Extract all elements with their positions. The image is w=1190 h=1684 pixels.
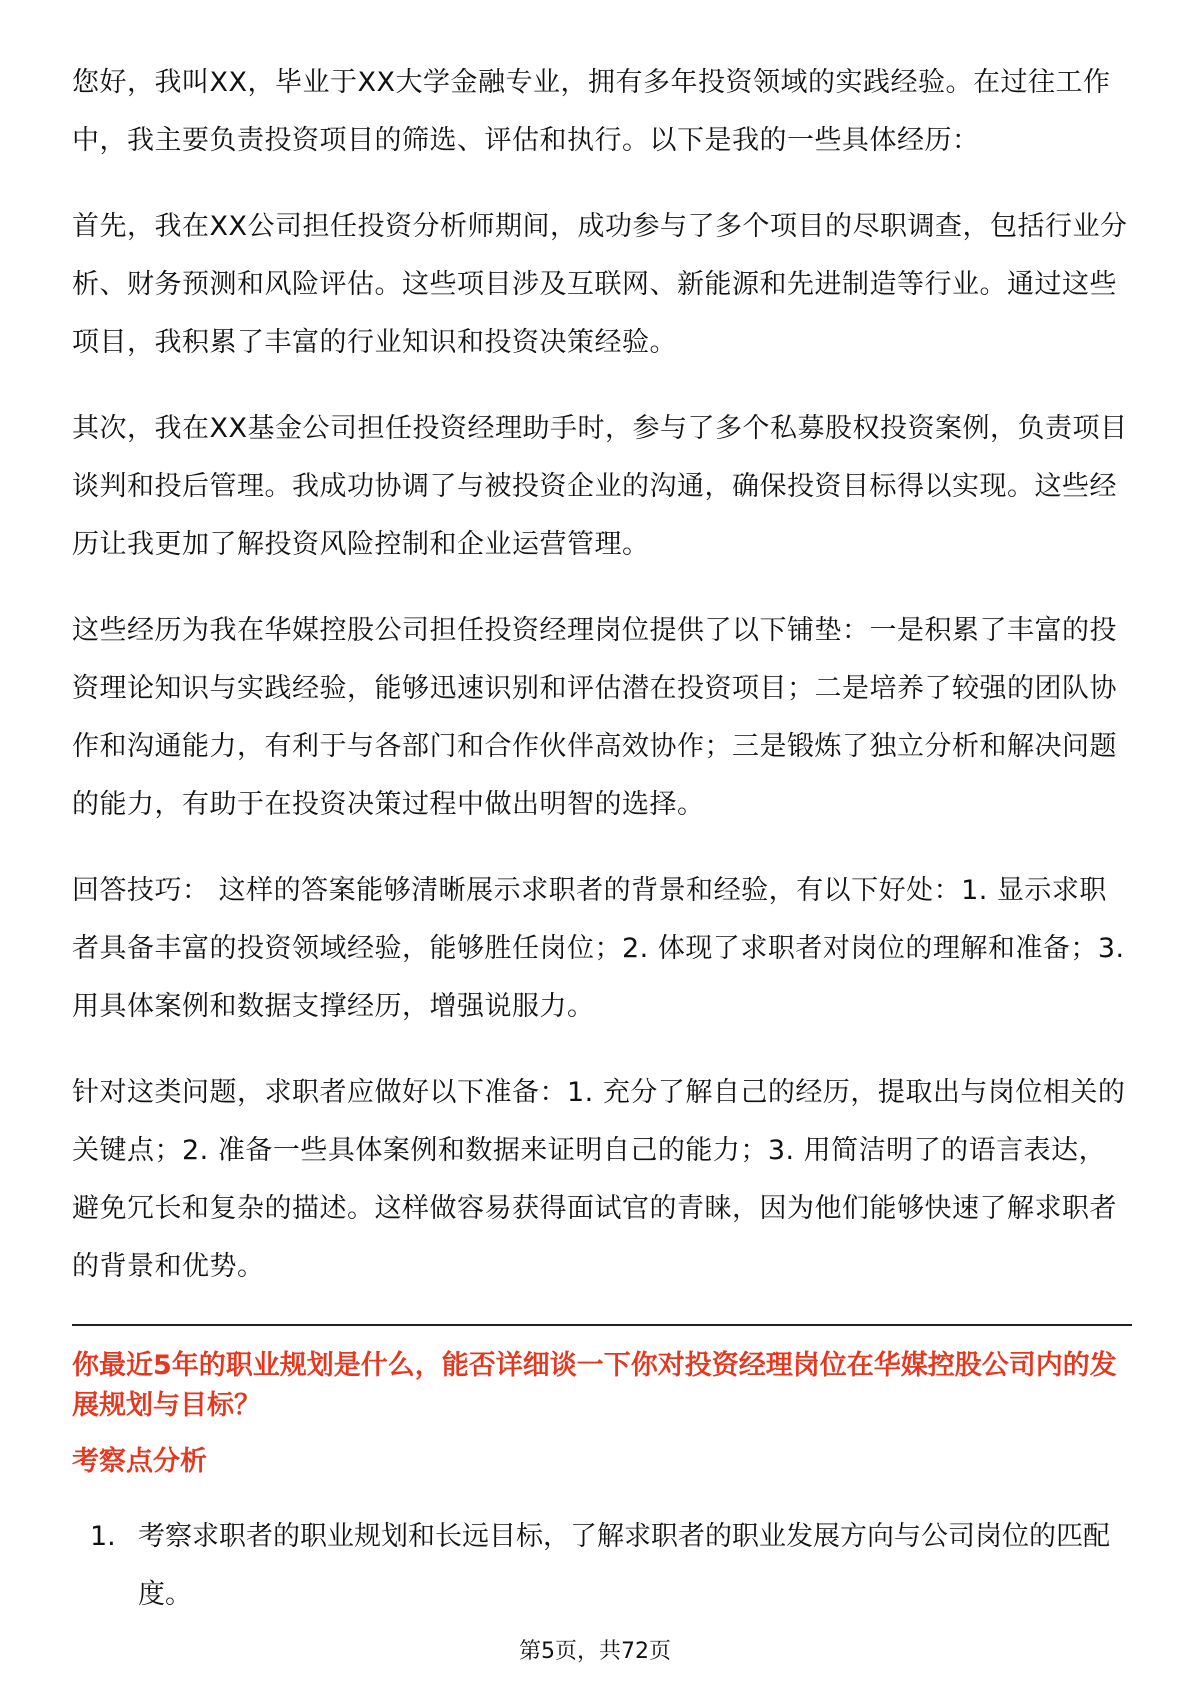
- paragraph-second-experience: 其次，我在XX基金公司担任投资经理助手时，参与了多个私募股权投资案例，负责项目谈判和投后管理。我成功协调了与被投资企业的沟通，确保投资目标得以实现。这些经历让我更加了解投资风险控制和企业运营管理。: [72, 413, 1128, 560]
- list-item: [72, 1508, 1132, 1624]
- paragraph-advice: 针对这类问题，求职者应做好以下准备：1. 充分了解自己的经历，提取出与岗位相关的关键点；2. 准备一些具体案例和数据来证明自己的能力；3. 用简洁明了的语言表达，避免冗长和复杂的描述。这样做容易获得面试官的青睐，因为他们能够快速了解求职者的背景和优势。: [72, 1077, 1126, 1282]
- paragraph-preparation: 这些经历为我在华媒控股公司担任投资经理岗位提供了以下铺垫：一是积累了丰富的投资理论知识与实践经验，能够迅速识别和评估潜在投资项目；二是培养了较强的团队协作和沟通能力，有利于与各部门和合作伙伴高效协作；三是锻炼了独立分析和解决问题的能力，有助于在投资决策过程中做出明智的选择。: [72, 615, 1117, 820]
- list-item-text: 考察求职者的职业规划和长远目标，了解求职者的职业发展方向与公司岗位的匹配度。: [138, 1521, 1110, 1610]
- question-heading: 你最近5年的职业规划是什么，能否详细谈一下你对投资经理岗位在华媒控股公司内的发展规划与目标？: [72, 1350, 1117, 1421]
- list-item-number: 1.: [90, 1521, 116, 1552]
- document-body: [72, 54, 1132, 1624]
- paragraph-answer-tips: 回答技巧： 这样的答案能够清晰展示求职者的背景和经验，有以下好处：1. 显示求职者具备丰富的投资领域经验，能够胜任岗位；2. 体现了求职者对岗位的理解和准备；3. 用具体案例和数据支撑经历，增强说服力。: [72, 875, 1125, 1022]
- section-title-analysis: 考察点分析: [72, 1446, 207, 1477]
- paragraph-first-experience: 首先，我在XX公司担任投资分析师期间，成功参与了多个项目的尽职调查，包括行业分析、财务预测和风险评估。这些项目涉及互联网、新能源和先进制造等行业。通过这些项目，我积累了丰富的行业知识和投资决策经验。: [72, 211, 1128, 358]
- paragraph-intro: 您好，我叫XX，毕业于XX大学金融专业，拥有多年投资领域的实践经验。在过往工作中，我主要负责投资项目的筛选、评估和执行。以下是我的一些具体经历：: [72, 67, 1111, 156]
- section-divider: [72, 1324, 1132, 1326]
- analysis-list: [72, 1508, 1132, 1624]
- page-footer: 第5页，共72页: [519, 1639, 671, 1664]
